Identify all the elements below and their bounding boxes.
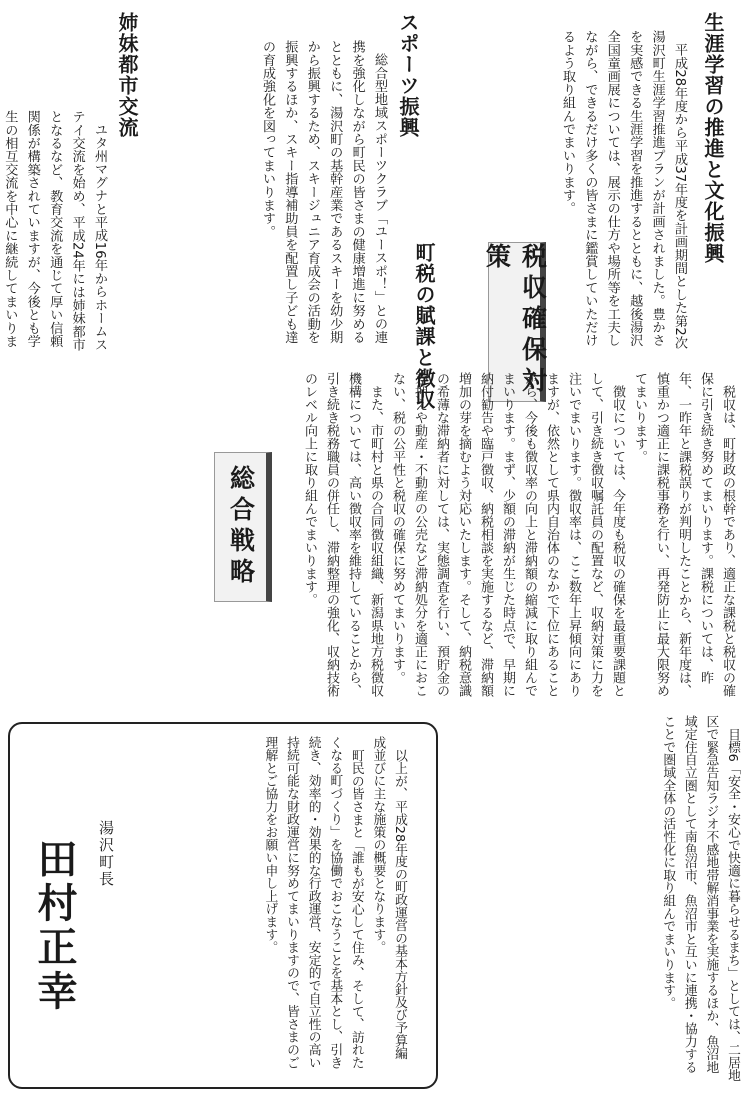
section-body-sister-city [2,110,110,352]
paragraph: 徴収については、今年度も税収の確保を最重要課題として、引き続き徴収嘱託員の配置など、収納対策に力を注いでまいります。徴収率は、ここ数年上昇傾向にありますが、依然として県内自治体のなかで下位にあることから、今後も徴収率の向上と滞納額の縮減に取り組んでまいります。まず、少額の滞納が生じた時点で、早期に納付勧告や臨戸徴収、納税相談を実施するなど、滞納額増加の芽を摘むよう対応いたします。そして、納税意識の希薄な滞納者に対しては、実態調査を行い、預貯金の差押えや動産・不動産の公売など滞納処分を適正におこない、税の公平性と税収の確保に努めてまいります。 [390,372,625,697]
signature-name: 田村正幸 [31,838,78,1014]
section-body-municipal-tax [8,372,738,702]
paragraph: 総合型地域スポーツクラブ「ユースポ！」との連携を強化しながら町民の皆さまの健康増進に努めるとともに、湯沢町の基幹産業であるスキーを幼少期から振興するため、スキージュニア育成会の活動を振興するほか、スキー指導補助員を配置し子ども達の育成強化を図ってまいります。 [259,40,387,344]
section-box-tax-revenue: 税収確保対策 [488,242,546,402]
paragraph: 税収は、町財政の根幹であり、適正な課税と税収の確保に引き続き努めてまいります。課税については、昨年、一昨年と課税誤りが判明したことから、新年度は、慎重かつ適正に課税事務を行い、再発防止に最大限努めてまいります。 [632,372,735,697]
section-body-sports [190,40,390,352]
paragraph: 平成28年度から平成37年度を計画期間とした第2次湯沢町生涯学習推進プランが計画されました。豊かさを実感できる生涯学習を推進するとともに、越後湯沢全国童画展については、展示の仕方や場所等を工夫しながら、できるだけ多くの皆さまに鑑賞していただけるよう取り組んでまいります。 [559,30,687,350]
paragraph: 以上が、平成28年度の町政運営の基本方針及び予算編成並びに主な施策の概要となります。 [370,736,407,1060]
closing-body [140,736,410,1071]
paragraph: また、市町村と県の合同徴収組織、新潟県地方税徴収機構については、高い徴収率を維持していることから、引き続き税務職員の併任し、滞納整理の強化、収納技術のレベル向上に取り組んでまいります。 [302,372,383,697]
section-box-comprehensive-strategy: 総合戦略 [214,452,272,602]
section-heading-sister-city: 姉妹都市交流 [115,12,139,138]
section-heading-municipal-tax: 町税の賦課と徴収 [412,242,436,410]
section-body-strategy [445,715,743,1085]
section-heading-sports: スポーツ振興 [396,12,420,138]
paragraph: 町民の皆さまと「誰もが安心して住み、そして、訪れたくなる町づくり」を協働でおこなうことを基本とし、引き続き、効率的・効果的な行政運営、安定的で自立性の高い持続可能な財政運営に努めてまいりますので、皆さまのご理解とご協力をお願い申し上げます。 [262,736,364,1069]
paragraph: ユタ州マグナと平成16年からホームステイ交流を始め、平成24年には姉妹都市となるなど、教育交流を通じて厚い信頼関係が構築されていますが、今後とも学生の相互交流を中心に継続してまいりま [2,110,107,352]
section-heading-lifelong-learning: 生涯学習の推進と文化振興 [701,12,725,264]
signature-title: 湯沢町長 [97,820,115,888]
paragraph: 目標6「安全・安心で快適に暮らせるまち」としては、二居地区で緊急告知ラジオ不感地帯解消事業を実施するほか、魚沼地域定住自立圏として南魚沼市、魚沼市と互いに連携・協力することで圏域全体の活性化に取り組んでまいります。 [660,715,740,1082]
